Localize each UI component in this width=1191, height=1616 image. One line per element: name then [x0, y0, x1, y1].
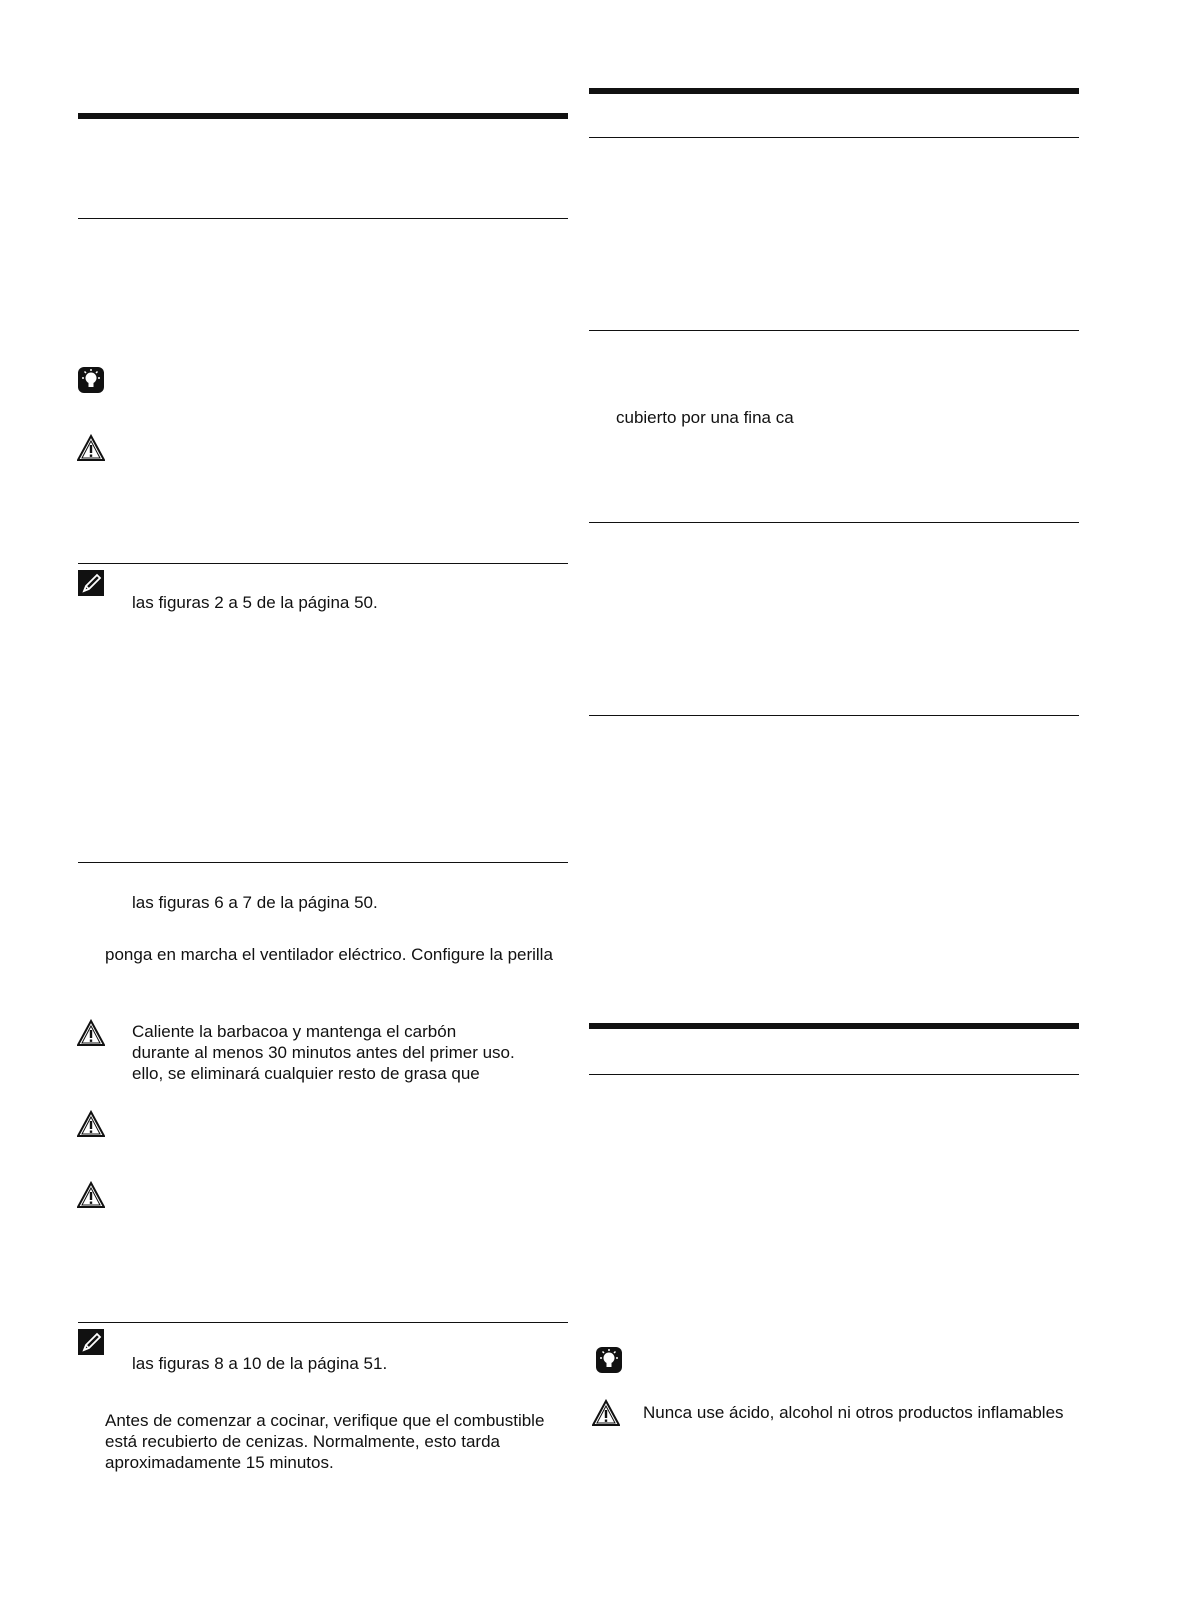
tip-icon	[595, 1346, 623, 1374]
divider	[589, 137, 1079, 138]
section-rule-top	[589, 1023, 1079, 1029]
divider	[78, 563, 568, 564]
warning-text-line: durante al menos 30 minutos antes del primer uso.	[132, 1043, 515, 1062]
note-icon	[77, 569, 105, 597]
divider	[589, 330, 1079, 331]
divider	[589, 715, 1079, 716]
warning-text-line: ello, se eliminará cualquier resto de grasa que	[132, 1064, 480, 1083]
section-rule-top	[589, 88, 1079, 94]
divider	[589, 522, 1079, 523]
divider	[78, 862, 568, 863]
note-text: las figuras 6 a 7 de la página 50.	[132, 893, 378, 912]
note-text: las figuras 2 a 5 de la página 50.	[132, 593, 378, 612]
paragraph-text: ponga en marcha el ventilador eléctrico. Configure la perilla	[105, 945, 553, 964]
warning-icon	[77, 434, 105, 462]
tip-icon	[77, 366, 105, 394]
warning-icon	[592, 1399, 620, 1427]
note-icon	[77, 1328, 105, 1356]
section-rule-top	[78, 113, 568, 119]
warning-icon	[77, 1019, 105, 1047]
paragraph-line: está recubierto de cenizas. Normalmente, esto tarda	[105, 1432, 500, 1451]
warning-text-line: Caliente la barbacoa y mantenga el carbón	[132, 1022, 457, 1041]
divider	[589, 1074, 1079, 1075]
warning-text: Nunca use ácido, alcohol ni otros productos inflamables	[643, 1403, 1064, 1422]
note-text: las figuras 8 a 10 de la página 51.	[132, 1354, 388, 1373]
divider	[78, 1322, 568, 1323]
warning-icon	[77, 1181, 105, 1209]
warning-icon	[77, 1110, 105, 1138]
paragraph-line: aproximadamente 15 minutos.	[105, 1453, 334, 1472]
paragraph-line: Antes de comenzar a cocinar, verifique que el combustible	[105, 1411, 545, 1430]
divider	[78, 218, 568, 219]
paragraph-text: cubierto por una fina ca	[616, 408, 794, 427]
